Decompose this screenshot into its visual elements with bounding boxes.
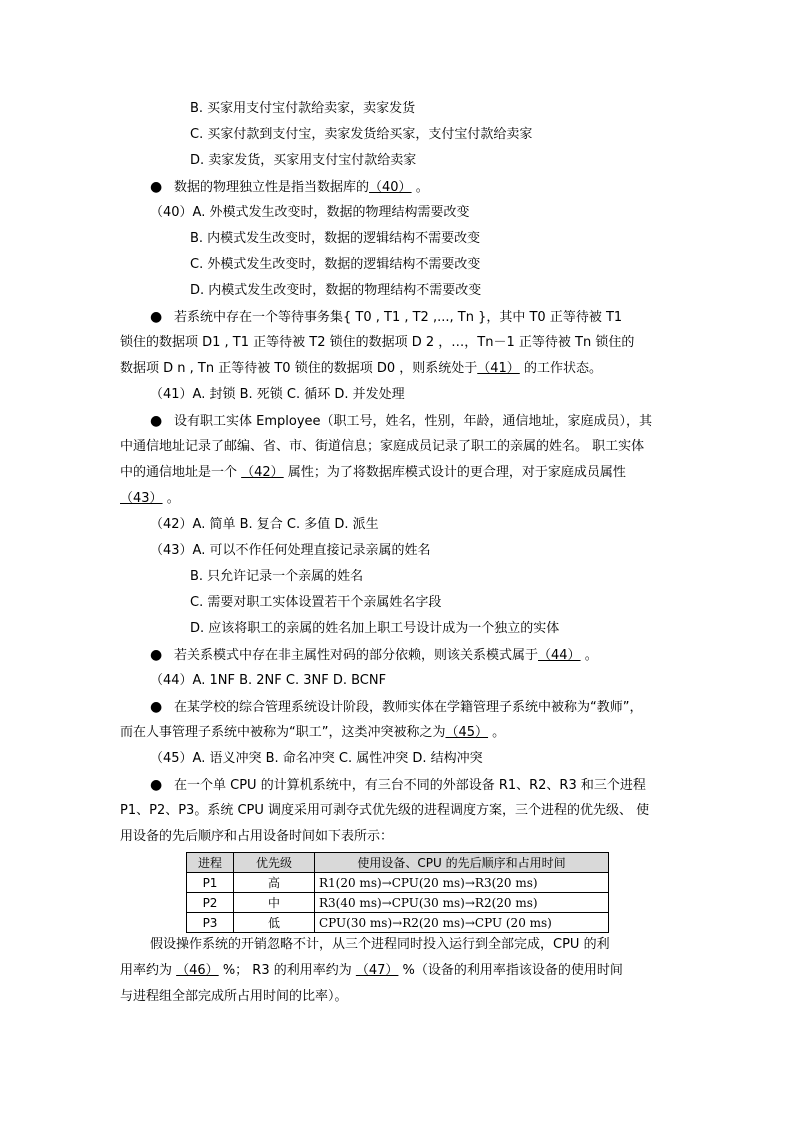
- table-row: [187, 873, 609, 893]
- q44-options: （44）A. 1NF B. 2NF C. 3NF D. BCNF: [150, 673, 387, 688]
- q41-stem-line3: 数据项 D n , Tn 正等待被 T0 锁住的数据项 D0 ，则系统处于（41） 的工作状态。: [120, 361, 602, 376]
- q42-stem-line2: 中通信地址记录了邮编、省、市、街道信息；家庭成员记录了职工的亲属的姓名。 职工实体: [120, 439, 645, 454]
- q39-option-b: B. 买家用支付宝付款给卖家，卖家发货: [190, 101, 416, 116]
- bullet-icon: ●: [150, 777, 163, 793]
- q40-option-a: （40）A. 外模式发生改变时，数据的物理结构需要改变: [150, 205, 470, 220]
- bullet-icon: ●: [150, 309, 163, 325]
- q41-stem-line1: ● 若系统中存在一个等待事务集{ T0 , T1 , T2 ,..., Tn }，其中 T0 正等待被 T1: [150, 309, 623, 325]
- q40-option-c: C. 外模式发生改变时，数据的逻辑结构不需要改变: [190, 257, 481, 272]
- q42-stem-line1: ● 设有职工实体 Employee（职工号，姓名，性别，年龄，通信地址，家庭成员），其: [150, 413, 653, 429]
- q41-blank: （41）: [477, 361, 520, 376]
- q46-stem-line3: 用设备的先后顺序和占用设备时间如下表所示：: [120, 829, 394, 844]
- bullet-icon: ●: [150, 699, 163, 715]
- table-cell: R3(40 ms)→CPU(30 ms)→R2(20 ms): [315, 893, 609, 913]
- table-cell: 低: [234, 913, 315, 933]
- q46-after-line2: 用率约为 （46） %； R3 的利用率约为 （47） %（设备的利用率指该设备的使用时间: [120, 963, 623, 978]
- table-cell: 中: [234, 893, 315, 913]
- process-table: [186, 852, 609, 933]
- table-header: 优先级: [234, 853, 315, 873]
- q41-stem-line2: 锁住的数据项 D1 , T1 正等待被 T2 锁住的数据项 D 2 ，…，Tn－1 正等待被 Tn 锁住的: [120, 335, 635, 350]
- q40-stem: ● 数据的物理独立性是指当数据库的（40） 。: [150, 179, 429, 195]
- q46-after-line1: 假设操作系统的开销忽略不计，从三个进程同时投入运行到全部完成，CPU 的利: [150, 937, 610, 952]
- table-cell: 高: [234, 873, 315, 893]
- table-cell: R1(20 ms)→CPU(20 ms)→R3(20 ms): [315, 873, 609, 893]
- q46-stem-line2: P1、P2、P3。系统 CPU 调度采用可剥夺式优先级的进程调度方案，三个进程的优先级、 使: [120, 803, 650, 818]
- q39-option-d: D. 卖家发货，买家用支付宝付款给卖家: [190, 153, 417, 168]
- table-cell: P2: [187, 893, 234, 913]
- q46-blank: （46）: [176, 963, 219, 978]
- table-cell: P1: [187, 873, 234, 893]
- q41-options: （41）A. 封锁 B. 死锁 C. 循环 D. 并发处理: [150, 387, 405, 402]
- q40-option-b: B. 内模式发生改变时，数据的逻辑结构不需要改变: [190, 231, 481, 246]
- q42-blank: （42）: [241, 465, 284, 480]
- table-header: 进程: [187, 853, 234, 873]
- table-cell: CPU(30 ms)→R2(20 ms)→CPU (20 ms): [315, 913, 609, 933]
- q45-stem-line1: ● 在某学校的综合管理系统设计阶段，教师实体在学籍管理子系统中被称为“教师”，: [150, 699, 643, 715]
- q44-blank: （44）: [538, 648, 581, 663]
- q39-option-c: C. 买家付款到支付宝，卖家发货给买家，支付宝付款给卖家: [190, 127, 533, 142]
- table-header: 使用设备、CPU 的先后顺序和占用时间: [315, 853, 609, 873]
- q44-stem: ● 若关系模式中存在非主属性对码的部分依赖，则该关系模式属于（44） 。: [150, 647, 598, 663]
- q46-after-line3: 与进程组全部完成所占用时间的比率）。: [120, 989, 348, 1004]
- q45-stem-line2: 而在人事管理子系统中被称为“职工”，这类冲突被称之为（45） 。: [120, 725, 506, 740]
- table-row: [187, 913, 609, 933]
- q46-stem-line1: ● 在一个单 CPU 的计算机系统中，有三台不同的外部设备 R1、R2、R3 和三个进程: [150, 777, 646, 793]
- bullet-icon: ●: [150, 647, 163, 663]
- q45-options: （45）A. 语义冲突 B. 命名冲突 C. 属性冲突 D. 结构冲突: [150, 751, 483, 766]
- bullet-icon: ●: [150, 179, 163, 195]
- q40-blank: （40）: [369, 180, 412, 195]
- q43-option-a: （43）A. 可以不作任何处理直接记录亲属的姓名: [150, 543, 431, 558]
- bullet-icon: ●: [150, 413, 163, 429]
- table-header-row: [187, 853, 609, 873]
- q47-blank: （47）: [355, 963, 399, 978]
- q43-option-b: B. 只允许记录一个亲属的姓名: [190, 569, 364, 584]
- q40-option-d: D. 内模式发生改变时，数据的物理结构不需要改变: [190, 283, 482, 298]
- table-row: [187, 893, 609, 913]
- q43-option-d: D. 应该将职工的亲属的姓名加上职工号设计成为一个独立的实体: [190, 621, 560, 636]
- table-cell: P3: [187, 913, 234, 933]
- q42-stem-line3: 中的通信地址是一个 （42） 属性；为了将数据库模式设计的更合理，对于家庭成员属性: [120, 465, 626, 480]
- q43-option-c: C. 需要对职工实体设置若干个亲属姓名字段: [190, 595, 442, 610]
- q45-blank: （45）: [445, 725, 489, 740]
- q43-blank: （43）: [120, 491, 163, 506]
- q43-stem-line4: （43） 。: [120, 491, 180, 506]
- q42-options: （42）A. 简单 B. 复合 C. 多值 D. 派生: [150, 517, 379, 532]
